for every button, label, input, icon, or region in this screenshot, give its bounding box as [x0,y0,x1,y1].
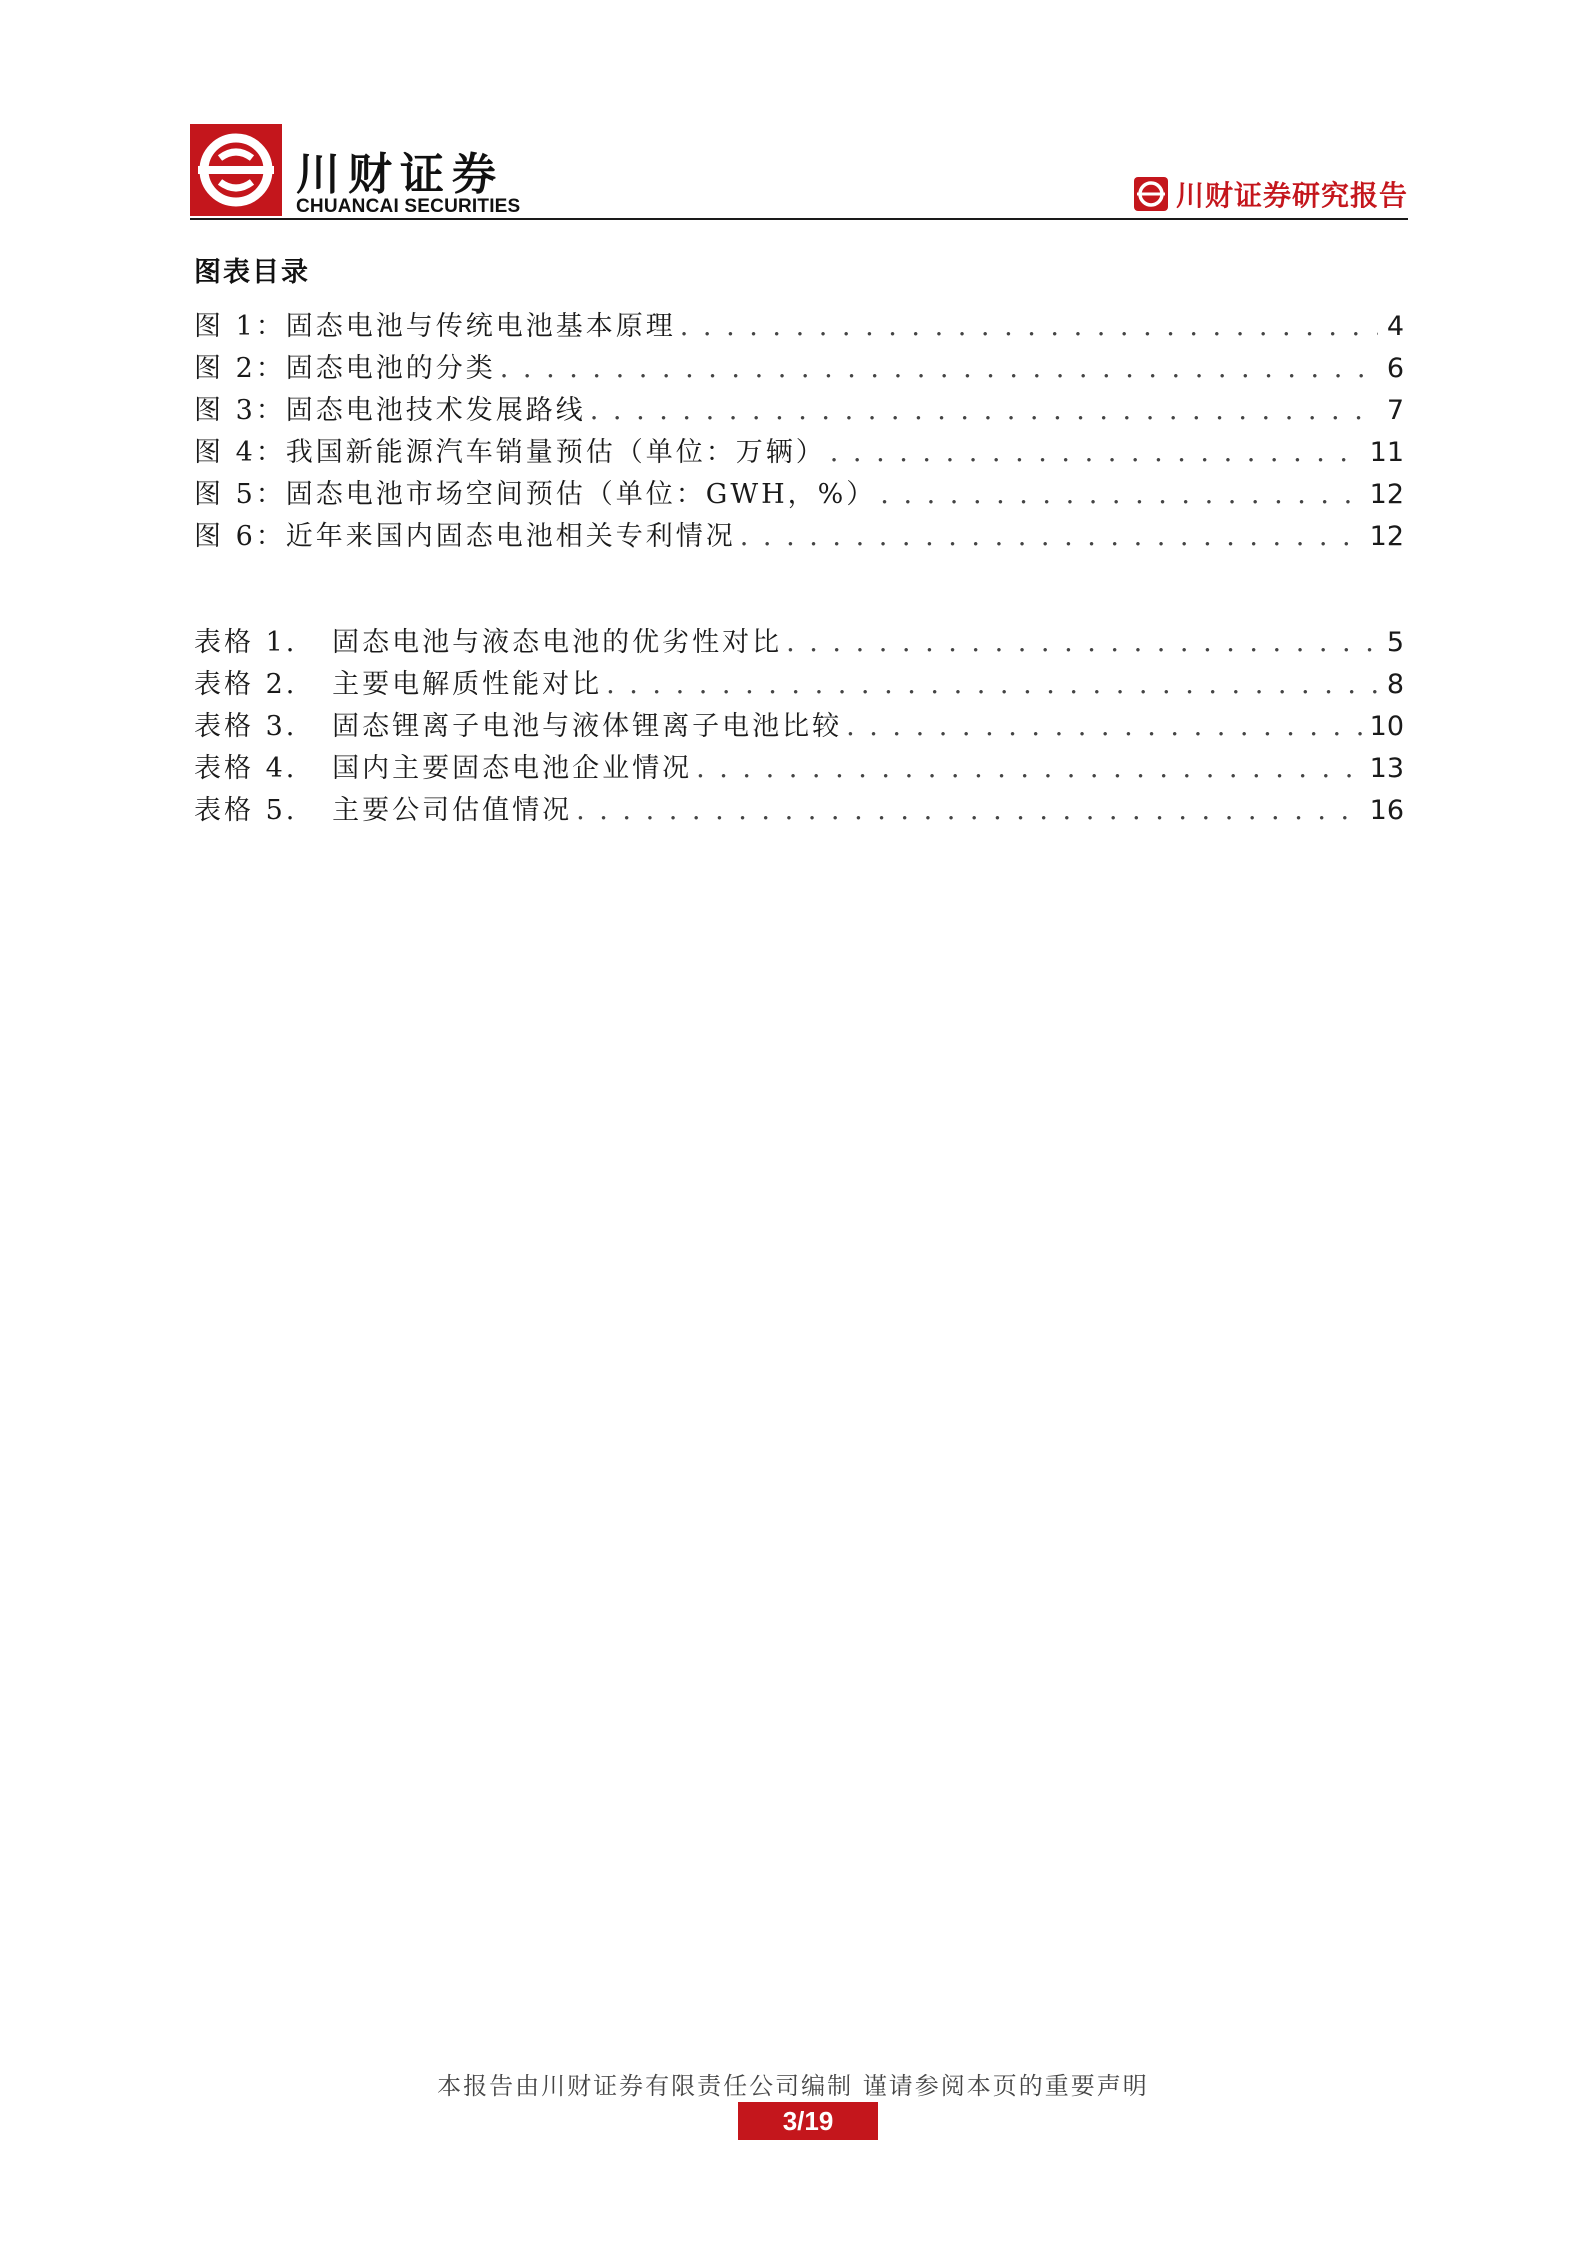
brand-name-en: CHUANCAI SECURITIES [296,196,521,217]
toc-entry-label: 表格 2. 主要电解质性能对比 [194,669,603,700]
toc-entry-figure-2[interactable] [194,346,1404,388]
toc-entry-figure-3[interactable] [194,388,1404,430]
toc-entry-page: 6 [1386,353,1404,384]
toc-leader-dots [846,711,1364,742]
toc-entry-label: 图 5：固态电池市场空间预估（单位：GWH，%） [194,479,877,510]
toc-entry-table-1[interactable] [194,620,1404,662]
toc-entry-label: 图 4：我国新能源汽车销量预估（单位：万辆） [194,437,826,468]
toc-entry-label: 表格 3. 固态锂离子电池与液体锂离子电池比较 [194,711,843,742]
header-divider [190,218,1408,220]
toc-leader-dots [696,753,1364,784]
toc-entry-page: 7 [1386,395,1404,426]
report-label [1134,174,1408,214]
toc-entry-label: 表格 1. 固态电池与液态电池的优劣性对比 [194,627,783,658]
toc-entry-figure-6[interactable] [194,514,1404,556]
brand-name-cn: 川财证券 [296,149,504,200]
toc-entry-page: 12 [1369,521,1404,552]
toc-entry-table-2[interactable] [194,662,1404,704]
toc-leader-dots [606,669,1378,700]
toc-leader-dots [786,627,1378,658]
toc-entry-label: 图 1：固态电池与传统电池基本原理 [194,311,676,342]
toc-entry-label: 表格 4. 国内主要固态电池企业情况 [194,753,693,784]
toc-entry-label: 图 6：近年来国内固态电池相关专利情况 [194,521,736,552]
toc-leader-dots [500,353,1378,384]
figures-toc-title: 图表目录 [194,257,310,288]
toc-leader-dots [880,479,1363,510]
toc-entry-label: 图 3：固态电池技术发展路线 [194,395,586,426]
toc-entry-figure-4[interactable] [194,430,1404,472]
toc-leader-dots [576,795,1364,826]
toc-entry-page: 12 [1369,479,1404,510]
page-header [190,124,1408,220]
toc-entry-page: 13 [1369,753,1404,784]
toc-leader-dots [680,311,1378,342]
toc-entry-page: 16 [1369,795,1404,826]
toc-entry-page: 4 [1386,311,1404,342]
figures-toc [194,304,1404,556]
toc-entry-figure-1[interactable] [194,304,1404,346]
chuancai-mini-logo-icon [1134,177,1168,211]
toc-entry-label: 表格 5. 主要公司估值情况 [194,795,573,826]
report-label-text: 川财证券研究报告 [1175,179,1408,212]
toc-entry-label: 图 2：固态电池的分类 [194,353,496,384]
tables-toc [194,620,1404,830]
toc-entry-page: 10 [1369,711,1404,742]
toc-entry-page: 8 [1386,669,1404,700]
toc-entry-page: 11 [1369,437,1404,468]
toc-leader-dots [740,521,1364,552]
toc-leader-dots [590,395,1378,426]
toc-entry-table-4[interactable] [194,746,1404,788]
toc-entry-page: 5 [1386,627,1404,658]
chuancai-logo-icon [190,124,282,216]
footer-disclaimer: 本报告由川财证券有限责任公司编制 谨请参阅本页的重要声明 [437,2072,1149,2100]
toc-entry-table-3[interactable] [194,704,1404,746]
toc-entry-table-5[interactable] [194,788,1404,830]
toc-entry-figure-5[interactable] [194,472,1404,514]
toc-leader-dots [830,437,1364,468]
page-number-badge: 3/19 [738,2102,878,2140]
